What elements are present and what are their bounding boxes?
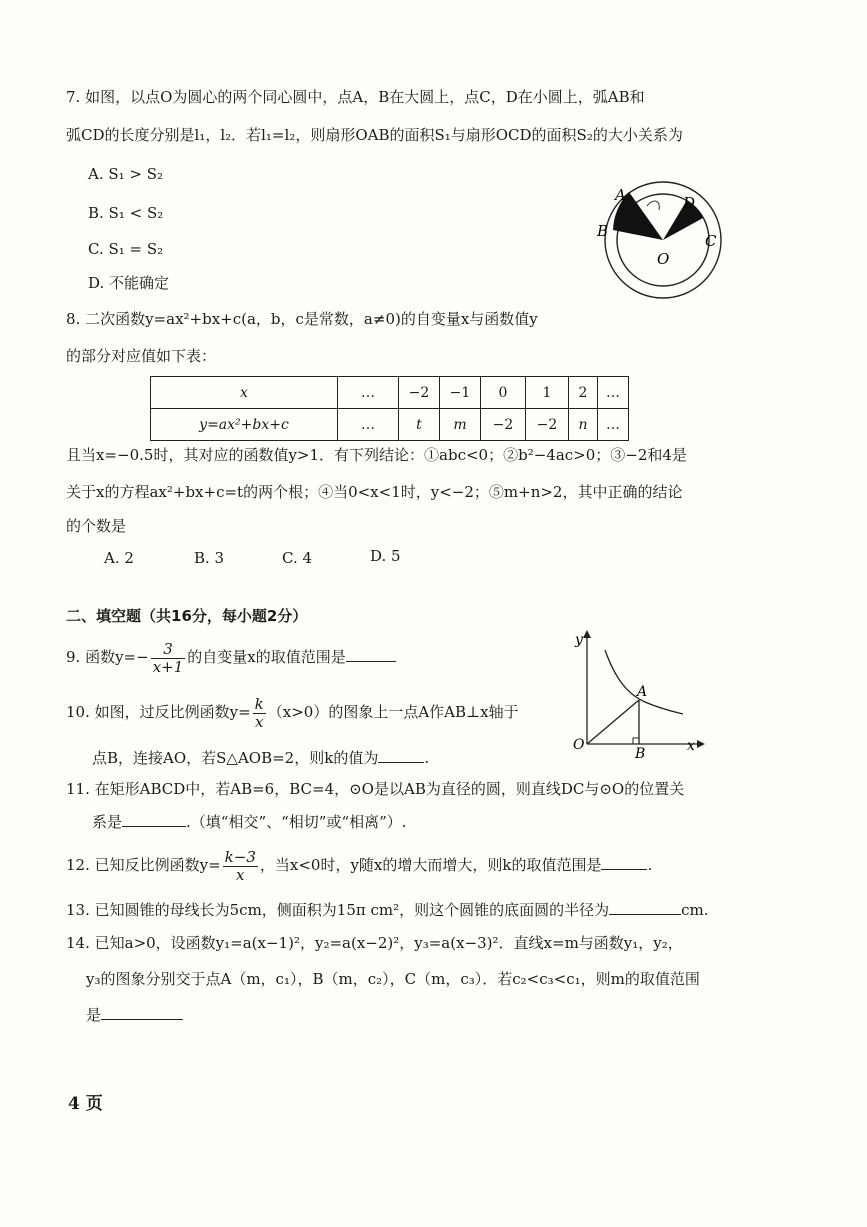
table-cell: 1: [526, 377, 569, 409]
q12-answer-blank: [601, 855, 647, 870]
q14-answer-blank: [101, 1005, 183, 1020]
q9-suffix: 的自变量x的取值范围是: [187, 648, 346, 666]
q7-label-c: C: [705, 232, 717, 250]
q8-option-a: A. 2: [104, 549, 134, 567]
q10-line2-text: 点B，连接AO，若S△AOB=2，则k的值为: [92, 749, 379, 767]
q14-line2: y₃的图象分别交于点A（m，c₁），B（m，c₂），C（m，c₃）．若c₂<c₃<c₁，则m的取值范围: [86, 970, 700, 988]
q12-denominator: x: [236, 865, 245, 884]
q7-arc-mark: [647, 201, 659, 210]
table-cell: −2: [481, 409, 526, 441]
q10-answer-blank: [378, 748, 424, 763]
table-cell: 2: [569, 377, 598, 409]
q8-option-c: C. 4: [282, 549, 313, 567]
table-cell: m: [440, 409, 481, 441]
q7-label-b: B: [597, 222, 609, 240]
q8-line3: 且当x=−0.5时，其对应的函数值y>1．有下列结论：①abc<0；②b²−4ac>0；③−2和4是: [66, 446, 687, 464]
q7-concentric-circles-figure: [595, 178, 735, 308]
q7-label-d: D: [683, 194, 696, 212]
q10-prefix: 10. 如图，过反比例函数y=: [66, 703, 251, 721]
q13-prefix: 13. 已知圆锥的母线长为5cm，侧面积为15π cm²，则这个圆锥的底面圆的半径为: [66, 901, 610, 919]
q7-option-c: C. S₁ = S₂: [88, 240, 164, 258]
q8-value-table: [150, 376, 629, 441]
q10-fraction: [253, 696, 266, 731]
q10-y-arrow: [583, 630, 591, 638]
table-row: [151, 377, 629, 409]
q12-prefix: 12. 已知反比例函数y=: [66, 856, 221, 874]
q10-inverse-function-figure: [565, 628, 705, 758]
q8-option-d: D. 5: [370, 547, 401, 565]
q10-label-b: B: [635, 746, 646, 758]
q10-label-a: A: [637, 684, 648, 700]
q10-label-o: O: [573, 737, 585, 753]
section-heading: 二、填空题（共16分，每小题2分）: [66, 607, 308, 625]
q14-line3: [86, 1004, 183, 1026]
q10-line2: 点B，连接AO，若S△AOB=2，则k的值为 .: [92, 749, 430, 767]
q13-answer-blank: [609, 900, 681, 915]
q10-suffix: （x>0）的图象上一点A作AB⊥x轴于: [267, 703, 519, 721]
q7-label-o: O: [657, 250, 670, 268]
table-cell: −2: [399, 377, 440, 409]
q11-line2-suffix: .（填“相交”、“相切”或“相离”）.: [186, 813, 407, 831]
q7-line2: 弧CD的长度分别是l₁，l₂．若l₁=l₂，则扇形OAB的面积S₁与扇形OCD的面积S₂的大小关系为: [66, 126, 683, 144]
q7-line1: 7. 如图，以点O为圆心的两个同心圆中，点A，B在大圆上，点C，D在小圆上，弧AB和: [66, 88, 645, 106]
q14-line3-text: 是: [86, 1006, 102, 1024]
q10-denominator: x: [254, 712, 264, 731]
table-cell: …: [338, 409, 399, 441]
table-cell: …: [338, 377, 399, 409]
q11-line2-prefix: 系是: [92, 813, 123, 831]
table-cell: …: [598, 377, 629, 409]
table-cell: y=ax²+bx+c: [151, 409, 338, 441]
table-cell: −1: [440, 377, 481, 409]
table-cell: −2: [526, 409, 569, 441]
q12-fraction: [223, 849, 258, 884]
q10-right-angle-mark: [633, 738, 639, 744]
q10-hyperbola: [605, 650, 683, 714]
table-row: [151, 409, 629, 441]
q10-x-arrow: [697, 740, 705, 748]
q13-line: [66, 899, 709, 921]
q12-line: 12. 已知反比例函数y= $\frac{k-3}{x}$ ，当x<0时，y随x的增大而增大，则k的取值范围是 .: [66, 847, 653, 884]
q8-line1: 8. 二次函数y=ax²+bx+c(a，b，c是常数，a≠0)的自变量x与函数值y: [66, 310, 538, 328]
q9-answer-blank: [346, 647, 396, 662]
q13-suffix: cm.: [681, 901, 709, 919]
table-cell: t: [399, 409, 440, 441]
table-cell: …: [598, 409, 629, 441]
q9-fraction: [151, 641, 186, 676]
q7-label-a: A: [615, 186, 626, 204]
q7-option-b: B. S₁ < S₂: [88, 204, 164, 222]
table-cell: x: [151, 377, 338, 409]
q10-label-x: x: [687, 738, 695, 754]
q8-option-b: B. 3: [194, 549, 225, 567]
q8-line2: 的部分对应值如下表：: [66, 347, 217, 365]
q11-line1: 11. 在矩形ABCD中，若AB=6，BC=4，⊙O是以AB为直径的圆，则直线DC与⊙O的位置关: [66, 780, 685, 798]
q11-line2: [92, 811, 407, 833]
q8-line5: 的个数是: [66, 517, 127, 535]
q9-line: [66, 640, 396, 676]
q10-label-y: y: [575, 632, 583, 648]
q12-suffix: ，当x<0时，y随x的增大而增大，则k的取值范围是: [259, 856, 602, 874]
q11-answer-blank: [122, 812, 186, 827]
q12-numerator: k−3: [224, 847, 256, 866]
table-cell: 0: [481, 377, 526, 409]
q14-line1: 14. 已知a>0，设函数y₁=a(x−1)²，y₂=a(x−2)²，y₃=a(x−3)²．直线x=m与函数y₁，y₂，: [66, 934, 683, 952]
q7-option-d: D. 不能确定: [88, 274, 170, 292]
q9-numerator: 3: [151, 641, 186, 659]
q9-denominator: x+1: [152, 657, 184, 676]
q10-segment-ao: [587, 700, 639, 744]
table-cell: n: [569, 409, 598, 441]
q10-line1: [66, 695, 519, 731]
q8-line4: 关于x的方程ax²+bx+c=t的两个根；④当0<x<1时，y<−2；⑤m+n>2，其中正确的结论: [66, 483, 683, 501]
q10-numerator: k: [254, 694, 264, 713]
page-number: 4 页: [68, 1094, 103, 1114]
q9-prefix: 9. 函数y=−: [66, 648, 149, 666]
q7-option-a: A. S₁ > S₂: [88, 165, 164, 183]
